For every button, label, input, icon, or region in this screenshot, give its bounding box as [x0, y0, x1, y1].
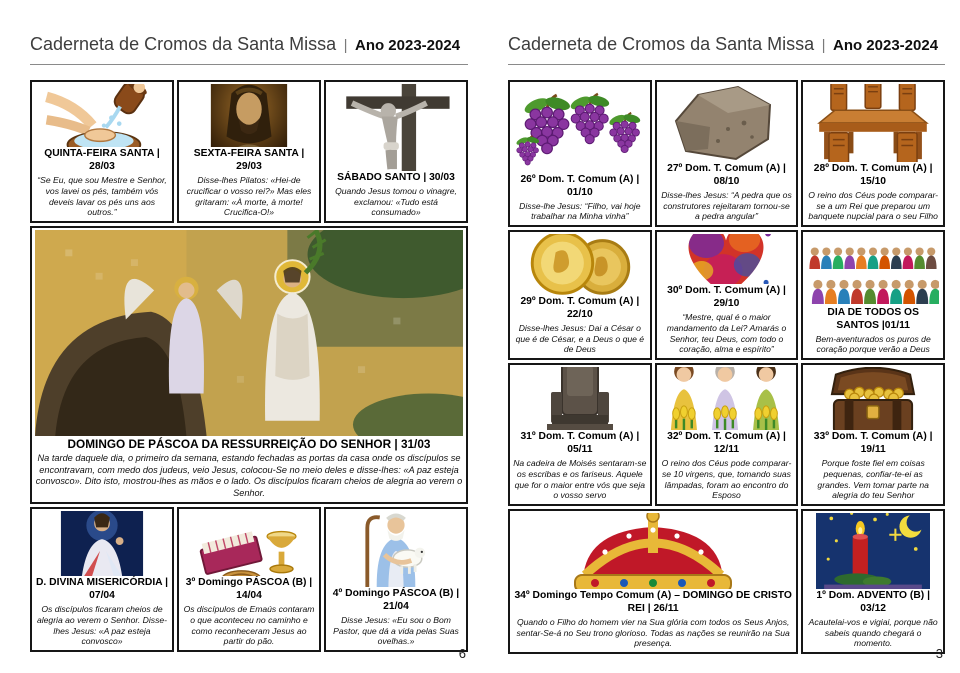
sticker-cell-christ-king [508, 509, 798, 654]
sticker-cell-holy-thursday [30, 80, 174, 223]
album-title: Caderneta de Cromos da Santa Missa [508, 34, 815, 54]
crowd-image [806, 234, 940, 306]
album-year: Ano 2023-2024 [354, 37, 461, 54]
sticker-cell-vineyard [508, 80, 652, 227]
treasure-chest-image [806, 367, 940, 430]
sticker-cell-advent [801, 509, 945, 654]
sticker-cell-holy-saturday [324, 80, 468, 223]
page-header [30, 0, 468, 65]
sticker-title: 26º Dom. T. Comum (A) | 01/10 [520, 173, 640, 198]
sticker-title: 31º Dom. T. Comum (A) | 05/11 [520, 431, 640, 456]
title-separator: | [821, 37, 826, 54]
sticker-title: SEXTA-FEIRA SANTA | 29/03 [193, 148, 305, 173]
sticker-cell-greatest-commandment [655, 230, 799, 360]
rock-image [660, 84, 794, 162]
sticker-caption: Quando o Filho do homem vier na Sua glória com todos os Seus Anjos, sentar-Se-á no Seu trono glorioso. Todas as nações se reunirão na Sua presença. [516, 616, 790, 649]
sticker-cell-good-friday [177, 80, 321, 223]
sticker-cell-talents [801, 363, 945, 506]
sticker-title: 3º Domingo PÁSCOA (B) | 14/04 [185, 577, 313, 602]
sticker-caption: Na tarde daquele dia, o primeiro da semana, estando fechadas as portas da casa onde os discípulos se encontravam, com medo dos judeus, veio Jesus, colocou-Se no meio deles e disse-lhes: «A paz esteja convosco». Dito isto, mostrou-lhes as mãos e o lado. Os discípulos ficaram cheios de alegria ao verem o Senhor. [35, 453, 463, 498]
sticker-title: 33º Dom. T. Comum (A) | 19/11 [813, 431, 933, 456]
page-number: 6 [458, 646, 466, 661]
sticker-caption: Disse-lhes Jesus: Dai a César o que é de César, e a Deus o que é de Deus [515, 322, 645, 355]
title-separator: | [343, 37, 348, 54]
sticker-title: 32º Dom. T. Comum (A) | 12/11 [667, 431, 786, 456]
sticker-caption: Acautelai-vos e vigiai, porque não sabeis quando chegará o momento. [808, 616, 938, 649]
sticker-cell-cornerstone [655, 80, 799, 227]
sticker-title: SÁBADO SANTO | 30/03 [337, 171, 455, 183]
crown-image [513, 513, 793, 589]
sticker-title: DOMINGO DE PÁSCOA DA RESSURREIÇÃO DO SENHOR | 31/03 [67, 437, 431, 452]
sticker-cell-good-shepherd [324, 507, 468, 652]
sticker-caption: Bem-aventurados os puros de coração porque verão a Deus [815, 333, 931, 355]
sticker-caption: Disse-lhes Jesus: “A pedra que os construtores rejeitaram tornou-se a pedra angular” [661, 189, 792, 222]
sticker-title: QUINTA-FEIRA SANTA | 28/03 [44, 148, 160, 173]
sticker-cell-caesar-coins [508, 230, 652, 360]
sticker-caption: O reino dos Céus pode comparar-se a um Rei que preparou um banquete nupcial para o seu Filho [808, 189, 939, 222]
divine-mercy-image [35, 511, 169, 576]
sticker-title: 1º Dom. ADVENTO (B) | 03/12 [816, 590, 930, 614]
sticker-cell-divine-mercy [30, 507, 174, 652]
moses-chair-image [513, 367, 647, 430]
album-year: Ano 2023-2024 [832, 37, 939, 54]
crucifixion-image [329, 84, 463, 171]
jesus-portrait-image [182, 84, 316, 147]
resurrection-mosaic-image [35, 230, 463, 436]
sticker-title: 29º Dom. T. Comum (A) | 22/10 [520, 296, 640, 320]
sticker-title: 34º Domingo Tempo Comum (A) – DOMINGO DE CRISTO REI | 26/11 [514, 590, 792, 614]
sticker-title: D. DIVINA MISERICÓRDIA | 07/04 [36, 577, 168, 602]
sticker-grid [30, 80, 468, 652]
sticker-cell-easter-sunday [30, 226, 468, 504]
page-header [508, 0, 945, 65]
sticker-cell-ten-virgins [655, 363, 799, 506]
sticker-grid [508, 80, 945, 654]
coins-image [513, 234, 647, 295]
sticker-caption: Disse-lhe Jesus: “Filho, vai hoje trabalhar na Minha vinha” [519, 200, 641, 222]
sticker-title: DIA DE TODOS OS SANTOS |01/11 [827, 306, 919, 331]
sticker-cell-moses-chair [508, 363, 652, 506]
sticker-caption: Os discípulos ficaram cheios de alegria ao verem o Senhor. Disse-lhes Jesus: «A paz esteja convosco» [36, 604, 168, 647]
album-title: Caderneta de Cromos da Santa Missa [30, 34, 337, 54]
colorful-heart-image [660, 234, 794, 284]
sticker-cell-banquet [801, 80, 945, 227]
sticker-title: 28º Dom. T. Comum (A) | 15/10 [813, 163, 933, 187]
sticker-caption: Porque foste fiel em coisas pequenas, confiar-te-ei as grandes. Vem tomar parte na alegria do teu Senhor [817, 458, 929, 501]
book-chalice-image [182, 511, 316, 576]
sticker-cell-all-saints [801, 230, 945, 360]
sticker-cell-emmaus [177, 507, 321, 652]
sticker-caption: Os discípulos de Emaús contaram o que aconteceu no caminho e como reconheceram Jesus ao partir do pão. [183, 604, 315, 647]
sticker-caption: “Mestre, qual é o maior mandamento da Lei? Amarás o Senhor, teu Deus, com todo o coração, alma e espírito” [666, 312, 787, 355]
sticker-caption: Na cadeira de Moisés sentaram-se os escribas e os fariseus. Aquele que for o maior entre vós que seja o vosso servo [513, 458, 647, 501]
advent-candle-image [806, 513, 940, 589]
sticker-caption: O reino dos Céus pode comparar-se 10 virgens, que, tomando suas lâmpadas, foram ao encontro do Esposo [661, 458, 792, 501]
feet-washing-image [35, 84, 169, 147]
album-page-right [480, 0, 960, 673]
banquet-table-image [806, 84, 940, 162]
sticker-title: 4º Domingo PÁSCOA (B) | 21/04 [332, 588, 460, 612]
ten-virgins-image [660, 367, 794, 430]
sticker-caption: Disse Jesus: «Eu sou o Bom Pastor, que dá a vida pelas Suas ovelhas.» [333, 614, 459, 647]
grapes-image [513, 84, 647, 173]
good-shepherd-image [329, 511, 463, 587]
sticker-caption: Quando Jesus tomou o vinagre, exclamou: «Tudo está consumado» [335, 185, 457, 218]
page-number: 3 [935, 646, 943, 661]
sticker-caption: Disse-lhes Pilatos: «Hei-de crucificar o vosso rei?» Mas eles gritaram: «À morte, à morte! Crucifica-O!» [186, 175, 312, 218]
sticker-caption: “Se Eu, que sou Mestre e Senhor, vos lavei os pés, também vós deveis lavar os pés uns aos outros.” [37, 175, 167, 218]
sticker-title: 30º Dom. T. Comum (A) | 29/10 [667, 285, 786, 310]
sticker-title: 27º Dom. T. Comum (A) | 08/10 [667, 163, 786, 187]
